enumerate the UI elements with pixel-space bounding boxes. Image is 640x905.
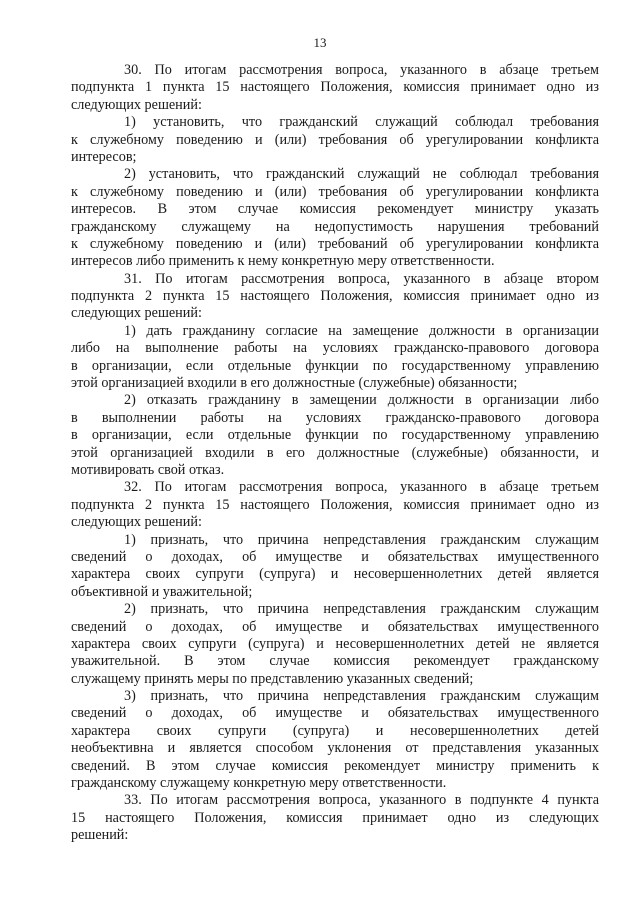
text-line: сведений о доходах, об имуществе и обязательствах имущественного bbox=[71, 548, 599, 565]
text-line: подпункта 2 пункта 15 настоящего Положения, комиссия принимает одно из bbox=[71, 496, 599, 513]
text-line: сведений о доходах, об имуществе и обязательствах имущественного bbox=[71, 618, 599, 635]
text-line: 2) установить, что гражданский служащий не соблюдал требования bbox=[124, 166, 599, 183]
text-line: 1) дать гражданину согласие на замещение должности в организации bbox=[124, 322, 599, 339]
text-line: объективной и уважительной; bbox=[71, 583, 253, 600]
text-line: характера своих супруги (супруга) и несовершеннолетних детей является bbox=[71, 566, 599, 583]
text-line: сведений. В этом случае комиссия рекомендует министру применить к bbox=[71, 757, 599, 774]
text-line: 33. По итогам рассмотрения вопроса, указанного в подпункте 4 пункта bbox=[124, 792, 599, 809]
text-line: следующих решений: bbox=[71, 514, 202, 531]
text-line: этой организацией входили в его должностные (служебные) обязанности; bbox=[71, 375, 518, 392]
document-body bbox=[71, 62, 599, 845]
text-line: необъективна и является способом уклонения от представления указанных bbox=[71, 740, 599, 757]
text-line: к служебному поведению и (или) требований об урегулировании конфликта bbox=[71, 235, 599, 252]
text-line: 1) установить, что гражданский служащий соблюдал требования bbox=[124, 114, 599, 131]
text-line: интересов. В этом случае комиссия рекомендует министру указать bbox=[71, 201, 599, 218]
text-line: мотивировать свой отказ. bbox=[71, 461, 225, 478]
text-line: 15 настоящего Положения, комиссия принимает одно из следующих bbox=[71, 809, 599, 826]
text-line: 30. По итогам рассмотрения вопроса, указанного в абзаце третьем bbox=[124, 62, 599, 78]
text-line: решений: bbox=[71, 827, 129, 844]
text-line: 2) признать, что причина непредставления гражданским служащим bbox=[124, 601, 599, 618]
text-line: характера своих супруги (супруга) и несовершеннолетних детей не является bbox=[71, 635, 599, 652]
text-line: гражданскому служащему на недопустимость нарушения требований bbox=[71, 218, 599, 235]
text-line: 2) отказать гражданину в замещении должности в организации либо bbox=[124, 392, 599, 409]
text-line: в организации, если отдельные функции по государственному управлению bbox=[71, 427, 599, 444]
text-line: в выполнении работы на условиях гражданско-правового договора bbox=[71, 409, 599, 426]
text-line: 1) признать, что причина непредставления гражданским служащим bbox=[124, 531, 599, 548]
page-number: 13 bbox=[313, 35, 327, 50]
text-line: либо на выполнение работы на условиях гражданско-правового договора bbox=[71, 340, 599, 357]
text-line: служащему принять меры по представлению указанных сведений; bbox=[71, 670, 474, 687]
text-line: гражданскому служащему конкретную меру ответственности. bbox=[71, 775, 447, 792]
text-line: следующих решений: bbox=[71, 96, 202, 113]
text-line: 3) признать, что причина непредставления гражданским служащим bbox=[124, 688, 599, 705]
text-line: уважительной. В этом случае комиссия рекомендует гражданскому bbox=[71, 653, 599, 670]
text-line: характера своих супруги (супруга) и несовершеннолетних детей bbox=[71, 722, 599, 739]
text-line: подпункта 1 пункта 15 настоящего Положения, комиссия принимает одно из bbox=[71, 79, 599, 96]
text-line: следующих решений: bbox=[71, 305, 202, 322]
text-line: сведений о доходах, об имуществе и обязательствах имущественного bbox=[71, 705, 599, 722]
text-line: интересов; bbox=[71, 148, 137, 165]
text-line: к служебному поведению и (или) требования об урегулировании конфликта bbox=[71, 183, 599, 200]
text-line: к служебному поведению и (или) требования об урегулировании конфликта bbox=[71, 131, 599, 148]
text-line: 32. По итогам рассмотрения вопроса, указанного в абзаце третьем bbox=[124, 479, 599, 496]
text-line: в организации, если отдельные функции по государственному управлению bbox=[71, 357, 599, 374]
text-line: этой организацией входили в его должностные (служебные) обязанности, и bbox=[71, 444, 599, 461]
text-line: 31. По итогам рассмотрения вопроса, указанного в абзаце втором bbox=[124, 270, 599, 287]
text-line: интересов либо применить к нему конкретную меру ответственности. bbox=[71, 253, 495, 270]
text-line: подпункта 2 пункта 15 настоящего Положения, комиссия принимает одно из bbox=[71, 288, 599, 305]
